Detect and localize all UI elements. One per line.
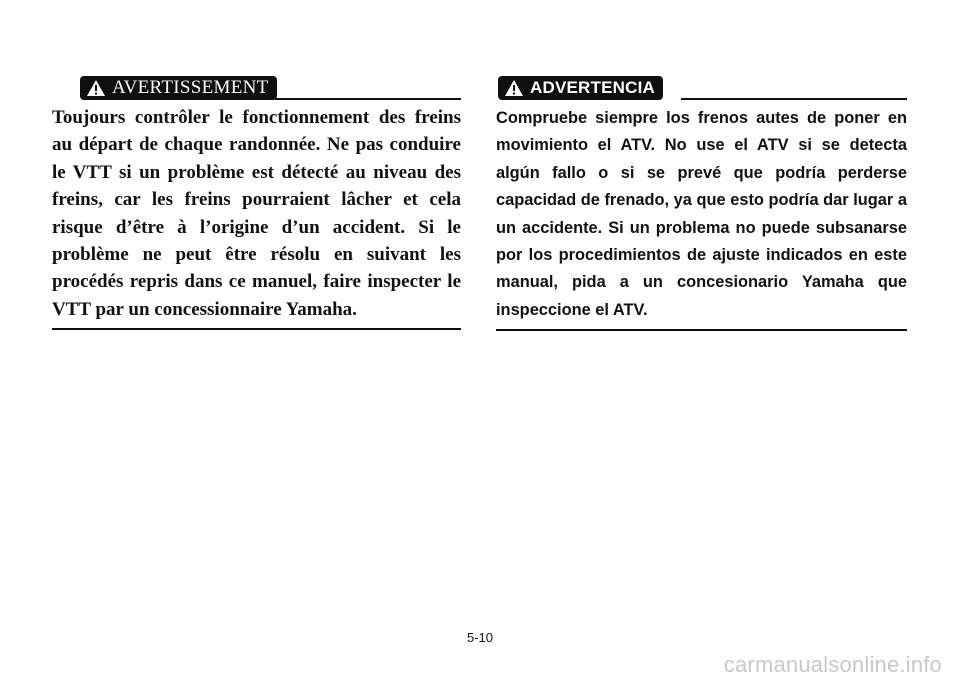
warning-text-french: Toujours contrôler le fonctionnement des freins au départ de chaque randonnée. Ne pas conduire le VTT si un problème est détecté au niveau des freins, car les freins pourraient lâcher et cela risque d’être à l’origine d’un accident. Si le problème ne peut être résolu en suivant les procédés repris dans ce manuel, faire inspecter le VTT par un concessionnaire Yamaha. [52,107,461,320]
warning-header-french [52,76,461,100]
warning-label-spanish: ADVERTENCIA [530,78,655,97]
warning-header-rule [275,98,461,100]
warning-triangle-icon [504,79,524,97]
warning-block-french [52,76,461,330]
warning-triangle-icon [86,79,106,97]
warning-header-rule [681,98,907,100]
warning-badge-french [80,76,277,100]
warning-badge-spanish [498,76,663,100]
watermark: carmanualsonline.info [723,652,942,677]
warning-label-french: AVERTISSEMENT [112,77,269,98]
warning-end-rule [52,328,461,330]
warning-block-spanish [496,76,907,331]
warning-end-rule [496,329,907,331]
warning-header-spanish [496,76,907,100]
warning-text-spanish: Compruebe siempre los frenos autes de poner en movimiento el ATV. No use el ATV si se detecta algún fallo o si se prevé que podría perderse capacidad de frenado, ya que esto podría dar lugar a un accidente. Si un problema no puede subsanarse por los procedimientos de ajuste indicados en este manual, pida a un concesionario Yamaha que inspeccione el ATV. [496,109,907,319]
page-number: 5-10 [466,630,494,645]
